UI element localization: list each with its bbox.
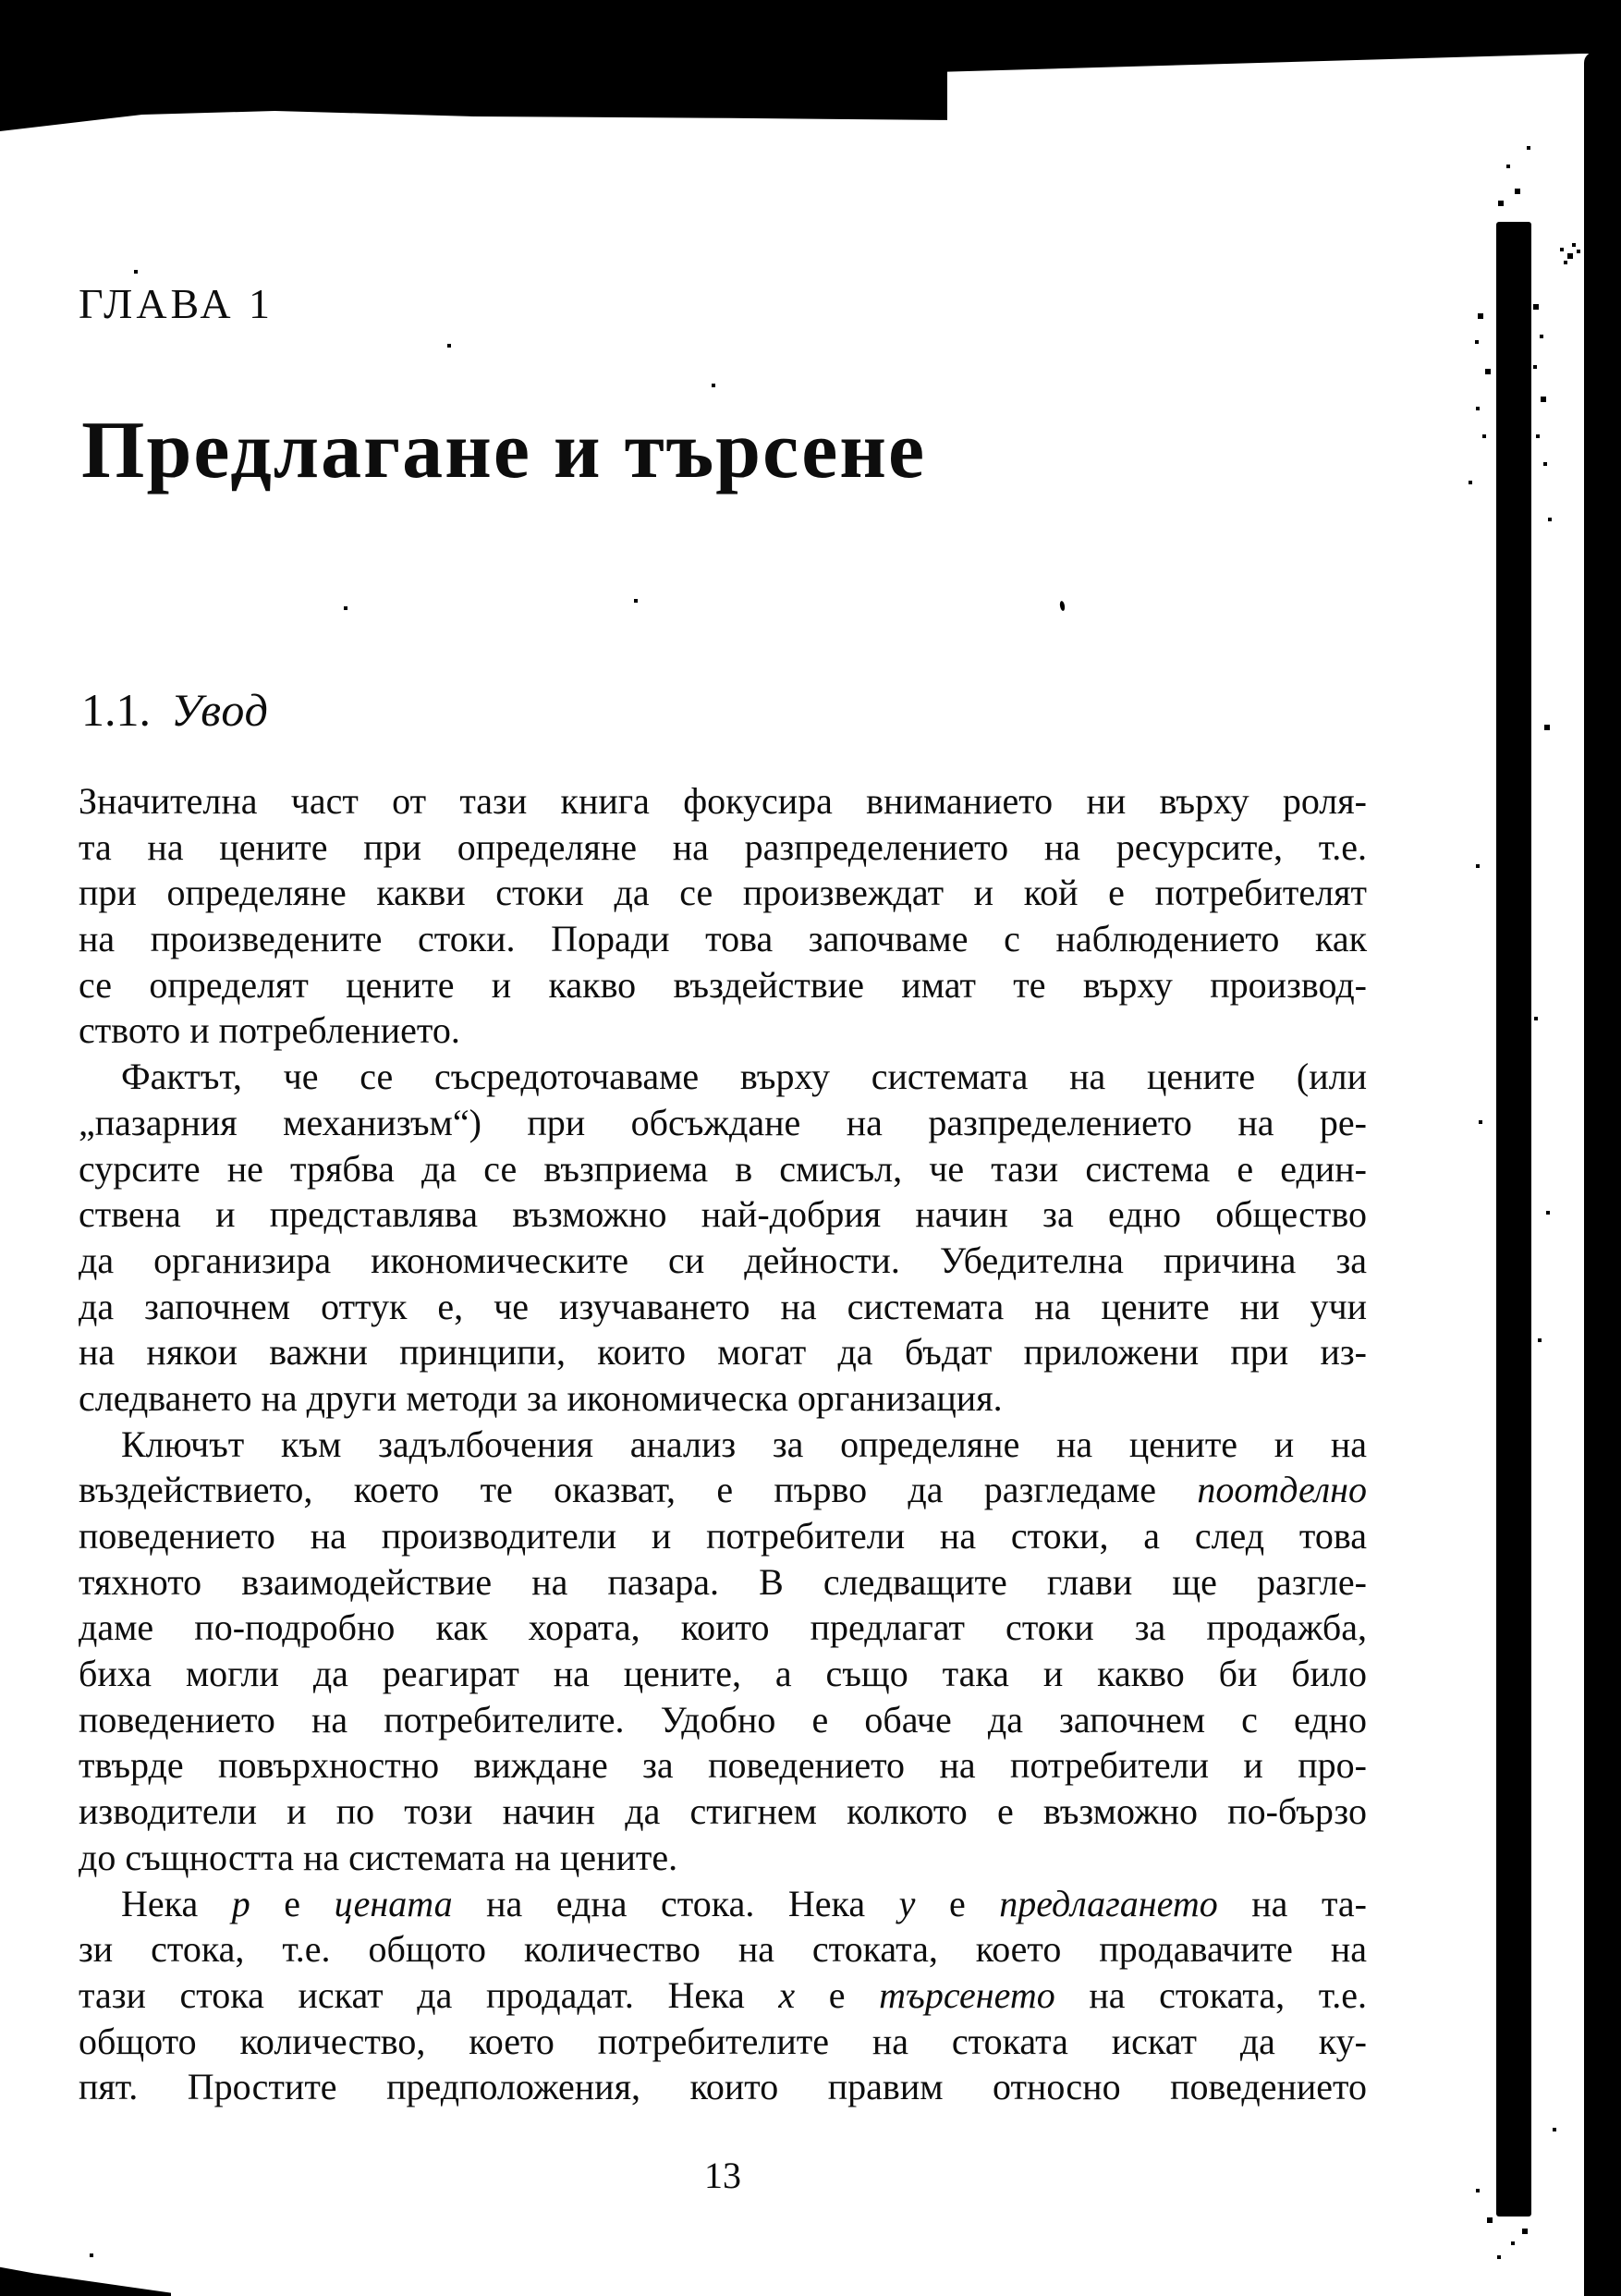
scan-artifact-right-edge-strip <box>1584 52 1621 2296</box>
body-line <box>79 1054 1367 1100</box>
body-line <box>79 1789 1367 1835</box>
body-text-segment: сурсите не трябва да се възприема в смисъл, че тази система е един- <box>79 1147 1367 1190</box>
italic-term: цената <box>334 1882 453 1924</box>
body-text-segment: биха могли да реагират на цените, а също така и какво би било <box>79 1653 1367 1695</box>
scan-artifact-top-band-left <box>0 0 947 131</box>
italic-term: предлагането <box>999 1882 1218 1924</box>
body-text-segment: Ключът към задълбочения анализ за определяне на цените и на <box>121 1423 1367 1465</box>
italic-term: търсенето <box>879 1973 1055 2016</box>
body-line <box>79 1835 1367 1881</box>
body-text-segment: тази стока искат да продадат. Нека <box>79 1973 779 2016</box>
body-text-segment: пят. Простите предположения, които правим относно поведението <box>79 2066 1367 2108</box>
body-line <box>79 870 1367 916</box>
body-text-segment: следването на други методи за икономическа организация. <box>79 1376 1003 1419</box>
body-text-segment: зи стока, т.е. общото количество на стоката, което продавачите на <box>79 1928 1367 1971</box>
body-line <box>79 1238 1367 1284</box>
body-text-segment: Фактът, че се съсредоточаваме върху системата на цените (или <box>121 1056 1367 1098</box>
scan-speck-mark <box>1059 601 1066 612</box>
section-heading <box>81 684 269 736</box>
body-text-segment: да организира икономическите си дейности. Убедителна причина за <box>79 1239 1367 1281</box>
body-line <box>79 2064 1367 2110</box>
body-text-segment: ството и потреблението. <box>79 1009 460 1052</box>
body-text-segment: изводители и по този начин да стигнем колкото е възможно по-бързо <box>79 1790 1367 1833</box>
body-text-segment: на някои важни принципи, които могат да бъдат приложени при из- <box>79 1331 1367 1374</box>
body-line <box>79 1605 1367 1651</box>
body-text-segment: на та- <box>1217 1882 1367 1924</box>
body-text-segment: общото количество, което потребителите на стоката искат да ку- <box>79 2020 1367 2062</box>
body-text-segment: на стоката, т.е. <box>1054 1973 1367 2016</box>
body-line <box>79 1422 1367 1468</box>
section-number: 1.1. <box>81 684 151 736</box>
body-text-segment: ствена и представлява възможно най-добрия начин за едно общество <box>79 1193 1367 1236</box>
body-line <box>79 824 1367 871</box>
body-line <box>79 2019 1367 2065</box>
body-line <box>79 1513 1367 1559</box>
body-text-segment: е <box>795 1973 880 2016</box>
body-text-segment: при определяне какви стоки да се произвеждат и кой е потребителят <box>79 872 1367 914</box>
body-text-segment: „пазарния механизъм“) при обсъждане на разпределението на ре- <box>79 1101 1367 1143</box>
body-line <box>79 916 1367 962</box>
body-line <box>79 1008 1367 1054</box>
scan-artifact-right-inner-strip <box>1496 222 1531 2217</box>
body-line <box>79 1284 1367 1330</box>
body-line <box>79 1742 1367 1789</box>
body-line <box>79 1881 1367 1927</box>
body-line <box>79 1375 1367 1422</box>
body-line <box>79 1697 1367 1743</box>
body-text-segment: е <box>250 1882 335 1924</box>
body-line <box>79 1329 1367 1375</box>
body-text <box>79 778 1367 2110</box>
body-text-segment: поведението на производители и потребители на стоки, а след това <box>79 1515 1367 1557</box>
body-line <box>79 778 1367 824</box>
italic-term: x <box>778 1973 796 2016</box>
body-text-segment: Значителна част от тази книга фокусира вниманието ни върху роля- <box>79 780 1367 822</box>
italic-term: p <box>231 1882 250 1924</box>
scan-speckle-noise <box>0 0 4 4</box>
body-line <box>79 1100 1367 1146</box>
body-text-segment: на една стока. Нека <box>452 1882 899 1924</box>
body-line <box>79 962 1367 1008</box>
page-number: 13 <box>704 2155 741 2196</box>
body-line <box>79 1559 1367 1606</box>
body-text-segment: до същността на системата на цените. <box>79 1836 678 1878</box>
body-text-segment: тяхното взаимодействие на пазара. В следващите глави ще разгле- <box>79 1560 1367 1603</box>
scan-artifact-bottom-left-wedge <box>0 2265 171 2296</box>
body-text-segment: на произведените стоки. Поради това започваме с наблюдението как <box>79 918 1367 960</box>
body-text-segment: та на цените при определяне на разпределението на ресурсите, т.е. <box>79 825 1367 868</box>
scan-artifact-top-band-right <box>947 0 1621 74</box>
body-text-segment: да започнем оттук е, че изучаването на системата на цените ни учи <box>79 1285 1367 1327</box>
body-line <box>79 1651 1367 1697</box>
italic-term: y <box>898 1882 916 1924</box>
body-text-segment: даме по-подробно как хората, които предлагат стоки за продажба, <box>79 1606 1367 1649</box>
body-text-segment: Нека <box>121 1882 232 1924</box>
body-text-segment: въздействието, което те оказват, е първо да разгледаме <box>79 1469 1198 1511</box>
body-line <box>79 1467 1367 1513</box>
body-text-segment: твърде повърхностно виждане за поведението на потребители и про- <box>79 1744 1367 1787</box>
body-text-segment: поведението на потребителите. Удобно е обаче да започнем с едно <box>79 1698 1367 1740</box>
body-text-segment: се определят цените и какво въздействие имат те върху производ- <box>79 963 1367 1006</box>
body-line <box>79 1926 1367 1972</box>
section-title: Увод <box>171 684 269 736</box>
italic-term: поотделно <box>1197 1469 1367 1511</box>
body-line <box>79 1191 1367 1238</box>
chapter-label: ГЛАВА 1 <box>79 280 274 327</box>
body-line <box>79 1146 1367 1192</box>
body-text-segment: е <box>915 1882 1000 1924</box>
body-line <box>79 1972 1367 2019</box>
page-title: Предлагане и търсене <box>81 406 927 495</box>
